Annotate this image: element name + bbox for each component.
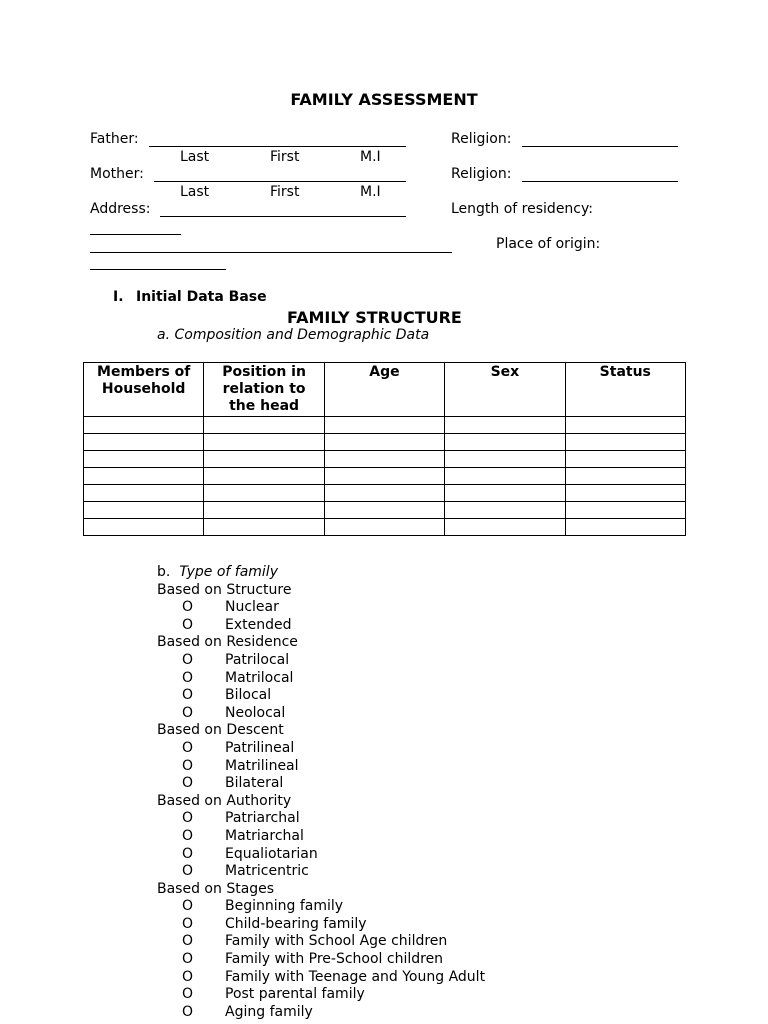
list-item[interactable] (157, 1004, 485, 1022)
father-label: Father: (90, 131, 139, 147)
table-row (84, 485, 686, 502)
option-label: Matrilocal (225, 669, 294, 686)
list-item[interactable] (157, 740, 485, 758)
circle-bullet-icon[interactable]: O (182, 898, 194, 915)
list-item[interactable] (157, 969, 485, 987)
list-item[interactable] (157, 705, 485, 723)
father-religion-line[interactable] (522, 132, 678, 151)
list-item[interactable] (157, 846, 485, 864)
option-label: Neolocal (225, 704, 286, 721)
option-label: Patrilineal (225, 739, 295, 756)
type-of-family-list (157, 564, 485, 1021)
circle-bullet-icon[interactable]: O (182, 757, 194, 774)
option-label: Beginning family (225, 898, 344, 915)
circle-bullet-icon[interactable]: O (182, 616, 194, 633)
table-header-cell (565, 363, 685, 417)
table-header-text: Age (369, 364, 400, 380)
table-cell[interactable] (324, 502, 444, 519)
type-of-family-heading (157, 564, 485, 582)
list-item[interactable] (157, 951, 485, 969)
table-cell[interactable] (84, 519, 204, 536)
list-item[interactable] (157, 986, 485, 1004)
table-cell[interactable] (204, 451, 324, 468)
table-body (84, 417, 686, 536)
circle-bullet-icon[interactable]: O (182, 845, 194, 862)
circle-bullet-icon[interactable]: O (182, 986, 194, 1003)
composition-subheading: a. Composition and Demographic Data (157, 327, 430, 343)
list-item[interactable] (157, 687, 485, 705)
table-cell[interactable] (84, 468, 204, 485)
list-item[interactable] (157, 863, 485, 881)
table-cell[interactable] (84, 502, 204, 519)
circle-bullet-icon[interactable]: O (182, 739, 194, 756)
table-cell[interactable] (324, 468, 444, 485)
list-item[interactable] (157, 898, 485, 916)
table-cell[interactable] (445, 519, 565, 536)
type-of-family-title: Type of family (179, 564, 278, 580)
table-header-text: Position in (222, 364, 306, 380)
table-header-cell (204, 363, 324, 417)
length-of-residency-label: Length of residency: (451, 201, 593, 217)
table-cell[interactable] (565, 417, 685, 434)
circle-bullet-icon[interactable]: O (182, 968, 194, 985)
circle-bullet-icon[interactable]: O (182, 704, 194, 721)
address-line-4[interactable] (90, 255, 226, 274)
address-label: Address: (90, 201, 151, 217)
group-heading: Based on Stages (157, 880, 275, 897)
mother-sub-mi: M.I (360, 184, 381, 200)
option-label: Patriarchal (225, 810, 300, 827)
mother-sub-first: First (270, 184, 300, 200)
table-cell[interactable] (324, 519, 444, 536)
table-row (84, 519, 686, 536)
table-cell[interactable] (84, 434, 204, 451)
father-sub-first: First (270, 149, 300, 165)
circle-bullet-icon[interactable]: O (182, 863, 194, 880)
table-header-text: relation to (222, 381, 306, 397)
circle-bullet-icon[interactable]: O (182, 599, 194, 616)
option-label: Bilateral (225, 775, 284, 792)
table-cell[interactable] (204, 502, 324, 519)
option-label: Post parental family (225, 986, 365, 1003)
table-cell[interactable] (84, 485, 204, 502)
circle-bullet-icon[interactable]: O (182, 1003, 194, 1020)
mother-sub-last: Last (180, 184, 210, 200)
circle-bullet-icon[interactable]: O (182, 687, 194, 704)
table-header-cell (84, 363, 204, 417)
page-title: FAMILY ASSESSMENT (290, 90, 478, 109)
option-label: Family with Teenage and Young Adult (225, 968, 486, 985)
table-cell[interactable] (445, 468, 565, 485)
household-table (83, 362, 686, 536)
list-item[interactable] (157, 599, 485, 617)
father-sub-mi: M.I (360, 149, 381, 165)
option-label: Bilocal (225, 687, 272, 704)
table-header-cell (445, 363, 565, 417)
table-cell[interactable] (324, 485, 444, 502)
option-label: Equaliotarian (225, 845, 318, 862)
option-label: Matricentric (225, 863, 309, 880)
group-heading: Based on Authority (157, 792, 292, 809)
option-label: Nuclear (225, 599, 279, 616)
mother-religion-line[interactable] (522, 167, 678, 186)
table-row (84, 417, 686, 434)
mother-label: Mother: (90, 166, 144, 182)
group-heading: Based on Descent (157, 722, 284, 739)
option-label: Patrilocal (225, 651, 290, 668)
group-heading: Based on Residence (157, 634, 298, 651)
table-row (84, 502, 686, 519)
list-item[interactable] (157, 758, 485, 776)
table-cell[interactable] (565, 468, 685, 485)
table-cell[interactable] (324, 451, 444, 468)
list-item[interactable] (157, 652, 485, 670)
circle-bullet-icon[interactable]: O (182, 915, 194, 932)
table-cell[interactable] (324, 417, 444, 434)
table-cell[interactable] (565, 502, 685, 519)
section-number: I. (113, 289, 124, 305)
father-religion-label: Religion: (451, 131, 512, 147)
table-cell[interactable] (445, 502, 565, 519)
table-header-cell (324, 363, 444, 417)
table-row (84, 434, 686, 451)
list-item[interactable] (157, 617, 485, 635)
table-cell[interactable] (565, 451, 685, 468)
family-structure-title: FAMILY STRUCTURE (287, 308, 462, 327)
circle-bullet-icon[interactable]: O (182, 810, 194, 827)
table-cell[interactable] (445, 451, 565, 468)
option-label: Extended (225, 616, 292, 633)
table-cell[interactable] (84, 417, 204, 434)
type-of-family-letter: b. (157, 564, 171, 580)
table-cell[interactable] (204, 485, 324, 502)
option-label: Matriarchal (225, 827, 304, 844)
father-sub-last: Last (180, 149, 210, 165)
place-of-origin-label: Place of origin: (496, 236, 601, 252)
table-cell[interactable] (204, 434, 324, 451)
option-label: Aging family (225, 1003, 313, 1020)
list-item[interactable] (157, 828, 485, 846)
list-item[interactable] (157, 933, 485, 951)
option-label: Family with Pre-School children (225, 951, 444, 968)
mother-religion-label: Religion: (451, 166, 512, 182)
circle-bullet-icon[interactable]: O (182, 669, 194, 686)
table-cell[interactable] (84, 451, 204, 468)
option-label: Matrilineal (225, 757, 299, 774)
table-cell[interactable] (445, 417, 565, 434)
circle-bullet-icon[interactable]: O (182, 933, 194, 950)
table-cell[interactable] (204, 468, 324, 485)
table-header-row (84, 363, 686, 417)
table-header-text: Members of (97, 364, 191, 380)
address-line[interactable] (160, 202, 406, 221)
table-header-text: the head (229, 398, 300, 414)
table-cell[interactable] (204, 519, 324, 536)
group-heading: Based on Structure (157, 581, 292, 598)
list-item[interactable] (157, 916, 485, 934)
table-header-text: Sex (490, 364, 520, 380)
option-label: Family with School Age children (225, 933, 448, 950)
table-cell[interactable] (445, 485, 565, 502)
table-header-text: Household (101, 381, 186, 397)
table-row (84, 451, 686, 468)
circle-bullet-icon[interactable]: O (182, 827, 194, 844)
table-cell[interactable] (565, 519, 685, 536)
list-item[interactable] (157, 775, 485, 793)
option-label: Child-bearing family (225, 915, 367, 932)
address-line-2[interactable] (90, 220, 181, 239)
section-heading: Initial Data Base (136, 289, 267, 305)
circle-bullet-icon[interactable]: O (182, 951, 194, 968)
table-cell[interactable] (204, 417, 324, 434)
circle-bullet-icon[interactable]: O (182, 775, 194, 792)
table-header-text: Status (599, 364, 651, 380)
table-row (84, 468, 686, 485)
table-cell[interactable] (565, 485, 685, 502)
table-cell[interactable] (565, 434, 685, 451)
circle-bullet-icon[interactable]: O (182, 651, 194, 668)
table-cell[interactable] (445, 434, 565, 451)
table-cell[interactable] (324, 434, 444, 451)
list-item[interactable] (157, 670, 485, 688)
list-item[interactable] (157, 810, 485, 828)
